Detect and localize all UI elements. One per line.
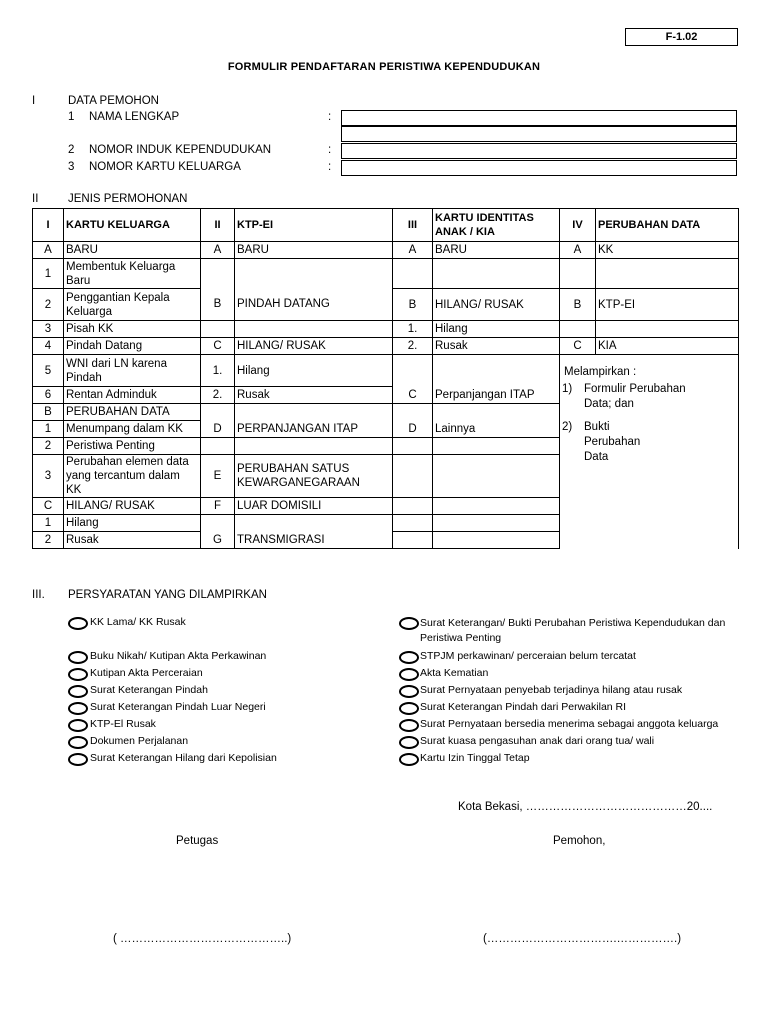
checkbox-oval-icon[interactable] <box>68 685 88 698</box>
kk-option-peristiwa-penting[interactable]: Peristiwa Penting <box>64 438 201 455</box>
ktp-empty <box>201 259 235 289</box>
checkbox-oval-icon[interactable] <box>68 668 88 681</box>
melampirkan-no: 1) <box>562 383 573 395</box>
header-kk: KARTU KELUARGA <box>64 209 201 242</box>
petugas-signature-line: ( ……………………………………..) <box>113 933 292 945</box>
kk-no: 2 <box>33 438 64 455</box>
ktp-no: G <box>201 532 235 549</box>
kk-option-baru[interactable]: BARU <box>64 242 201 259</box>
perubahan-empty <box>560 321 596 338</box>
kk-no: 5 <box>33 355 64 387</box>
petugas-label: Petugas <box>176 835 219 847</box>
kia-empty <box>433 355 560 387</box>
kia-empty <box>433 404 560 421</box>
kk-option-penggantian[interactable]: Penggantian Kepala Keluarga <box>64 289 201 321</box>
nkk-field[interactable] <box>341 160 737 176</box>
pemohon-label: Pemohon, <box>553 835 606 847</box>
kk-no: 2 <box>33 289 64 321</box>
kk-option-hilang[interactable]: Hilang <box>64 515 201 532</box>
kia-empty <box>393 259 433 289</box>
kk-option-wni-ln[interactable]: WNI dari LN karena Pindah <box>64 355 201 387</box>
req-sk-bukti-perubahan: Surat Keterangan/ Bukti Perubahan Peristiwa Kependudukan dan <box>420 617 726 629</box>
kia-no: 1. <box>393 321 433 338</box>
perubahan-no: C <box>560 338 596 355</box>
ktp-empty <box>201 515 235 532</box>
ktp-empty <box>201 321 235 338</box>
section1-num: I <box>32 95 36 107</box>
table-row <box>33 321 739 338</box>
ktp-no: 1. <box>201 355 235 387</box>
ktp-empty <box>235 515 393 532</box>
table-row <box>33 338 739 355</box>
nama-lengkap-field-line2[interactable] <box>341 126 737 142</box>
kk-no: 6 <box>33 387 64 404</box>
table-row <box>33 259 739 289</box>
header-kia-num: III <box>393 209 433 242</box>
ktp-no: D <box>201 421 235 438</box>
kia-empty <box>393 455 433 498</box>
req-sk-hilang: Surat Keterangan Hilang dari Kepolisian <box>90 752 277 764</box>
section3-title: PERSYARATAN YANG DILAMPIRKAN <box>68 589 267 601</box>
perubahan-option-kk[interactable]: KK <box>596 242 739 259</box>
section2-num: II <box>32 193 39 205</box>
kia-no: C <box>393 387 433 404</box>
kia-empty <box>393 438 433 455</box>
ktp-empty <box>201 404 235 421</box>
melampirkan-label: Melampirkan : <box>564 366 637 378</box>
field-colon: : <box>328 144 332 156</box>
perubahan-empty <box>560 259 596 289</box>
kk-option-perubahan-data[interactable]: PERUBAHAN DATA <box>64 404 201 421</box>
ktp-empty <box>201 438 235 455</box>
ktp-option-rusak[interactable]: Rusak <box>235 387 393 404</box>
checkbox-oval-icon[interactable] <box>399 651 419 664</box>
kk-no: 3 <box>33 455 64 498</box>
req-sk-pindah-ln: Surat Keterangan Pindah Luar Negeri <box>90 701 266 713</box>
perubahan-no: B <box>560 289 596 321</box>
kia-option-perpanjangan-itap[interactable]: Perpanjangan ITAP <box>433 387 560 404</box>
table-row <box>33 355 739 387</box>
melampirkan-no: 2) <box>562 421 573 433</box>
table-row <box>33 289 739 321</box>
field-num-3: 3 <box>68 161 75 173</box>
kk-option-rusak[interactable]: Rusak <box>64 532 201 549</box>
ktp-option-transmigrasi[interactable]: TRANSMIGRASI <box>235 532 393 549</box>
kia-empty <box>433 455 560 498</box>
checkbox-oval-icon[interactable] <box>68 702 88 715</box>
req-sk-bukti-perubahan-line2: Peristiwa Penting <box>420 632 502 644</box>
ktp-no: F <box>201 498 235 515</box>
req-kk-lama: KK Lama/ KK Rusak <box>90 616 186 628</box>
nama-lengkap-field[interactable] <box>341 110 737 126</box>
req-sk-pindah: Surat Keterangan Pindah <box>90 684 208 696</box>
kia-empty <box>393 498 433 515</box>
melampirkan-item: Bukti Perubahan Data <box>584 421 641 463</box>
checkbox-oval-icon[interactable] <box>399 702 419 715</box>
kia-empty <box>433 259 560 289</box>
checkbox-oval-icon[interactable] <box>399 753 419 766</box>
kia-empty <box>393 532 433 549</box>
field-colon: : <box>328 161 332 173</box>
kia-no: B <box>393 289 433 321</box>
form-title: FORMULIR PENDAFTARAN PERISTIWA KEPENDUDUKAN <box>227 61 541 73</box>
checkbox-oval-icon[interactable] <box>399 719 419 732</box>
section3-num: III. <box>32 589 45 601</box>
section2-title: JENIS PERMOHONAN <box>68 193 188 205</box>
req-sk-pindah-perwakilan: Surat Keterangan Pindah dari Perwakilan RI <box>420 701 627 713</box>
ktp-option-pindah-datang[interactable]: PINDAH DATANG <box>235 289 393 321</box>
checkbox-oval-icon[interactable] <box>399 668 419 681</box>
kia-option-hilang-rusak[interactable]: HILANG/ RUSAK <box>433 289 560 321</box>
req-stpjm: STPJM perkawinan/ perceraian belum tercatat <box>420 650 636 662</box>
kk-no: 2 <box>33 532 64 549</box>
field-label-nama: NAMA LENGKAP <box>89 111 180 123</box>
kk-option-membentuk[interactable]: Membentuk Keluarga Baru <box>64 259 201 289</box>
header-ktp: KTP-EI <box>235 209 393 242</box>
kia-empty <box>393 355 433 387</box>
kk-option-menumpang[interactable]: Menumpang dalam KK <box>64 421 201 438</box>
ktp-empty <box>235 259 393 289</box>
kk-no: 3 <box>33 321 64 338</box>
header-perubahan: PERUBAHAN DATA <box>596 209 739 242</box>
melampirkan-item: Formulir Perubahan Data; dan <box>584 383 686 410</box>
req-dokumen-perjalanan: Dokumen Perjalanan <box>90 735 189 747</box>
place-date: Kota Bekasi, ……………………………………20.... <box>458 801 713 813</box>
ktp-option-luar-domisili[interactable]: LUAR DOMISILI <box>235 498 393 515</box>
nik-field[interactable] <box>341 143 737 159</box>
field-num-2: 2 <box>68 144 75 156</box>
perubahan-empty <box>596 321 739 338</box>
ktp-empty <box>235 404 393 421</box>
req-kitap: Kartu Izin Tinggal Tetap <box>420 752 530 764</box>
kia-option-baru[interactable]: BARU <box>433 242 560 259</box>
kia-no: A <box>393 242 433 259</box>
req-buku-nikah: Buku Nikah/ Kutipan Akta Perkawinan <box>90 650 267 662</box>
perubahan-empty <box>596 259 739 289</box>
kia-empty <box>433 498 560 515</box>
section1-title: DATA PEMOHON <box>68 95 159 107</box>
kia-empty <box>433 438 560 455</box>
kia-option-hilang[interactable]: Hilang <box>433 321 560 338</box>
ktp-no: B <box>201 289 235 321</box>
kk-no: B <box>33 404 64 421</box>
ktp-no: C <box>201 338 235 355</box>
jenis-permohonan-table <box>32 208 739 549</box>
req-akta-perceraian: Kutipan Akta Perceraian <box>90 667 203 679</box>
table-header-row <box>33 209 739 242</box>
kk-no: A <box>33 242 64 259</box>
kk-no: 1 <box>33 259 64 289</box>
pemohon-signature-line: (…………………………….…………….) <box>483 933 682 945</box>
req-akta-kematian: Akta Kematian <box>420 667 489 679</box>
req-sp-hilang-rusak: Surat Pernyataan penyebab terjadinya hilang atau rusak <box>420 684 683 696</box>
perubahan-option-ktp[interactable]: KTP-EI <box>596 289 739 321</box>
checkbox-oval-icon[interactable] <box>399 617 419 630</box>
perubahan-option-kia[interactable]: KIA <box>596 338 739 355</box>
form-code: F-1.02 <box>625 28 738 46</box>
header-kia: KARTU IDENTITAS ANAK / KIA <box>433 209 560 242</box>
ktp-option-perpanjangan-itap[interactable]: PERPANJANGAN ITAP <box>235 421 393 438</box>
kia-no: D <box>393 421 433 438</box>
header-kk-num: I <box>33 209 64 242</box>
kk-option-pindah-datang[interactable]: Pindah Datang <box>64 338 201 355</box>
kia-option-lainnya[interactable]: Lainnya <box>433 421 560 438</box>
ktp-option-baru[interactable]: BARU <box>235 242 393 259</box>
kia-no: 2. <box>393 338 433 355</box>
ktp-no: 2. <box>201 387 235 404</box>
kia-empty <box>393 515 433 532</box>
ktp-empty <box>235 438 393 455</box>
header-perubahan-num: IV <box>560 209 596 242</box>
req-sp-anggota-keluarga: Surat Pernyataan bersedia menerima sebagai anggota keluarga <box>420 718 719 730</box>
checkbox-oval-icon[interactable] <box>68 651 88 664</box>
kia-empty <box>433 515 560 532</box>
req-surat-kuasa: Surat kuasa pengasuhan anak dari orang tua/ wali <box>420 735 655 747</box>
ktp-no: E <box>201 455 235 498</box>
kk-no: 1 <box>33 421 64 438</box>
ktp-option-hilang[interactable]: Hilang <box>235 355 393 387</box>
ktp-option-hilang-rusak[interactable]: HILANG/ RUSAK <box>235 338 393 355</box>
ktp-option-status-kewarganegaraan[interactable]: PERUBAHAN SATUS KEWARGANEGARAAN <box>235 455 393 498</box>
checkbox-oval-icon[interactable] <box>399 685 419 698</box>
kk-no: C <box>33 498 64 515</box>
table-row <box>33 242 739 259</box>
field-num-1: 1 <box>68 111 75 123</box>
kk-option-pisah[interactable]: Pisah KK <box>64 321 201 338</box>
perubahan-no: A <box>560 242 596 259</box>
field-label-nik: NOMOR INDUK KEPENDUDUKAN <box>89 144 272 156</box>
field-colon: : <box>328 111 332 123</box>
kk-no: 4 <box>33 338 64 355</box>
kia-empty <box>433 532 560 549</box>
checkbox-oval-icon[interactable] <box>68 736 88 749</box>
kk-option-rentan[interactable]: Rentan Adminduk <box>64 387 201 404</box>
kia-empty <box>393 404 433 421</box>
kk-option-hilang-rusak[interactable]: HILANG/ RUSAK <box>64 498 201 515</box>
req-ktp-rusak: KTP-El Rusak <box>90 718 156 730</box>
ktp-empty <box>235 321 393 338</box>
kk-no: 1 <box>33 515 64 532</box>
kk-option-perubahan-elemen[interactable]: Perubahan elemen data yang tercantum dalam KK <box>64 455 201 498</box>
checkbox-oval-icon[interactable] <box>68 719 88 732</box>
field-label-nkk: NOMOR KARTU KELUARGA <box>89 161 241 173</box>
header-ktp-num: II <box>201 209 235 242</box>
checkbox-oval-icon[interactable] <box>68 617 88 630</box>
checkbox-oval-icon[interactable] <box>399 736 419 749</box>
checkbox-oval-icon[interactable] <box>68 753 88 766</box>
kia-option-rusak[interactable]: Rusak <box>433 338 560 355</box>
ktp-no: A <box>201 242 235 259</box>
melampirkan-box <box>560 355 739 549</box>
